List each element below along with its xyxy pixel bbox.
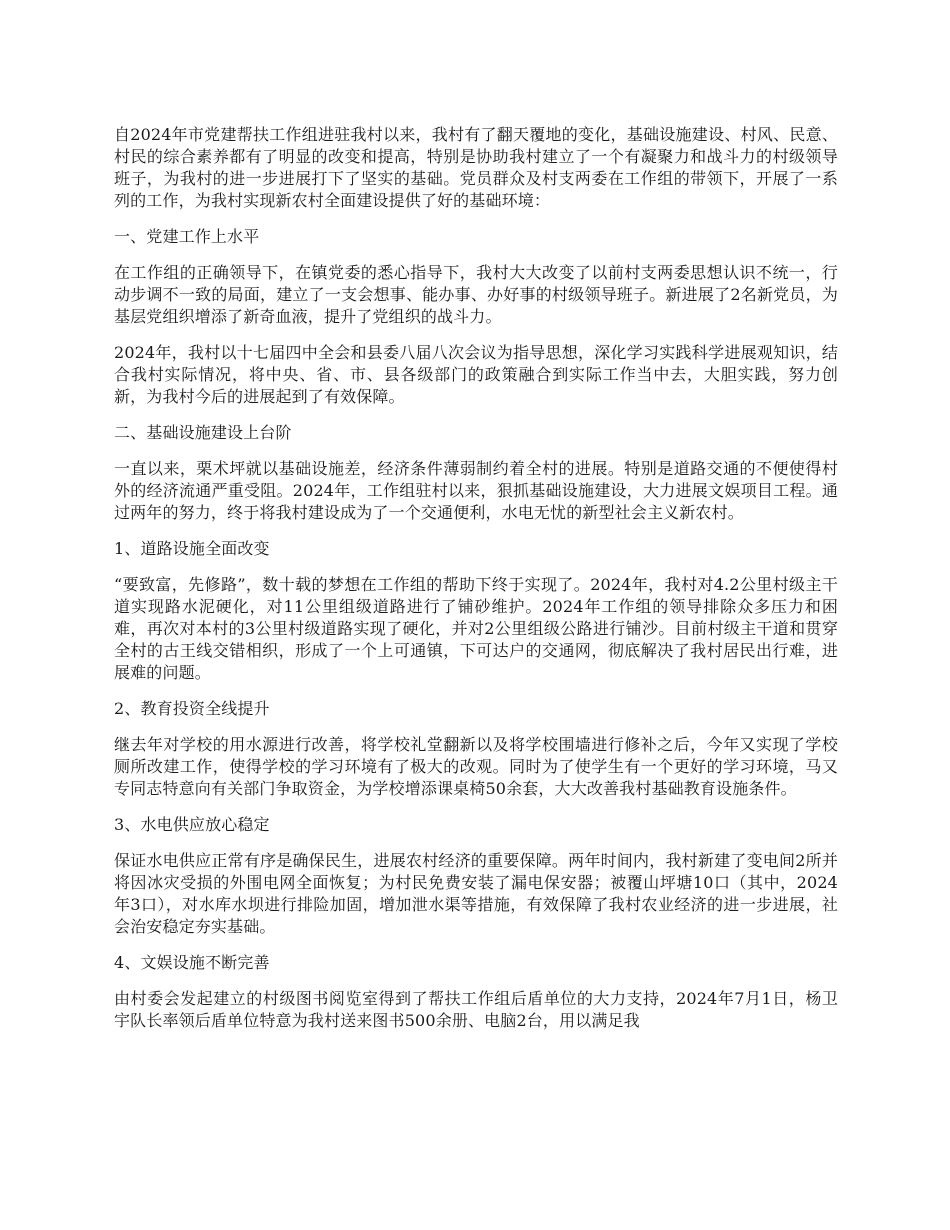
subheading-utilities: 3、水电供应放心稳定 [114, 815, 270, 834]
paragraph-infrastructure-overview: 一直以来，栗术坪就以基础设施差，经济条件薄弱制约着全村的进展。特别是道路交通的不便使得村外的经济流通严重受阻。2024年，工作组驻村以来，狠抓基础设施建设，大力进展文娱项目工程。通过两年的努力，终于将我村建设成为了一个交通便利，水电无忧的新型社会主义新农村。 [114, 459, 838, 522]
subheading-culture: 4、文娱设施不断完善 [114, 953, 270, 972]
document-page [114, 124, 838, 1046]
paragraph-education: 继去年对学校的用水源进行改善，将学校礼堂翻新以及将学校围墙进行修补之后，今年又实现了学校厕所改建工作，使得学校的学习环境有了极大的改观。同时为了使学生有一个更好的学习环境，马又专同志特意向有关部门争取资金，为学校增添课桌椅50余套，大大改善我村基础教育设施条件。 [114, 735, 838, 798]
subheading-education: 2、教育投资全线提升 [114, 699, 270, 718]
intro-paragraph: 自2024年市党建帮扶工作组进驻我村以来，我村有了翻天覆地的变化，基础设施建设、村风、民意、村民的综合素养都有了明显的改变和提高，特别是协助我村建立了一个有凝聚力和战斗力的村级领导班子，为我村的进一步进展打下了坚实的基础。党员群众及村支两委在工作组的带领下，开展了一系列的工作，为我村实现新农村全面建设提供了好的基础环境： [114, 125, 838, 210]
paragraph-roads: “要致富，先修路”，数十载的梦想在工作组的帮助下终于实现了。2024年，我村对4.2公里村级主干道实现路水泥硬化，对11公里组级道路进行了铺砂维护。2024年工作组的领导排除众多压力和困难，再次对本村的3公里村级道路实现了硬化，并对2公里组级公路进行铺沙。目前村级主干道和贯穿全村的古王线交错相织，形成了一个上可通镇，下可达户的交通网，彻底解决了我村居民出行难，进展难的问题。 [114, 575, 838, 682]
paragraph-utilities: 保证水电供应正常有序是确保民生，进展农村经济的重要保障。两年时间内，我村新建了变电间2所并将因冰灾受损的外围电网全面恢复；为村民免费安装了漏电保安器；被覆山坪塘10口（其中，2024年3口），对水库水坝进行排险加固，增加泄水渠等措施，有效保障了我村农业经济的进一步进展，社会治安稳定夯实基础。 [114, 851, 838, 936]
subheading-roads: 1、道路设施全面改变 [114, 539, 270, 558]
paragraph-party-leadership: 在工作组的正确领导下，在镇党委的悉心指导下，我村大大改变了以前村支两委思想认识不统一，行动步调不一致的局面，建立了一支会想事、能办事、办好事的村级领导班子。新进展了2名新党员，为基层党组织增添了新奇血液，提升了党组织的战斗力。 [114, 263, 838, 326]
section-heading-infrastructure: 二、基础设施建设上台阶 [114, 423, 292, 442]
section-heading-party-building: 一、党建工作上水平 [114, 227, 260, 246]
paragraph-party-study: 2024年，我村以十七届四中全会和县委八届八次会议为指导思想，深化学习实践科学进展观知识，结合我村实际情况，将中央、省、市、县各级部门的政策融合到实际工作当中去，大胆实践，努力创新，为我村今后的进展起到了有效保障。 [114, 343, 838, 406]
paragraph-culture: 由村委会发起建立的村级图书阅览室得到了帮扶工作组后盾单位的大力支持，2024年7月1日，杨卫宇队长率领后盾单位特意为我村送来图书500余册、电脑2台，用以满足我 [114, 989, 838, 1030]
